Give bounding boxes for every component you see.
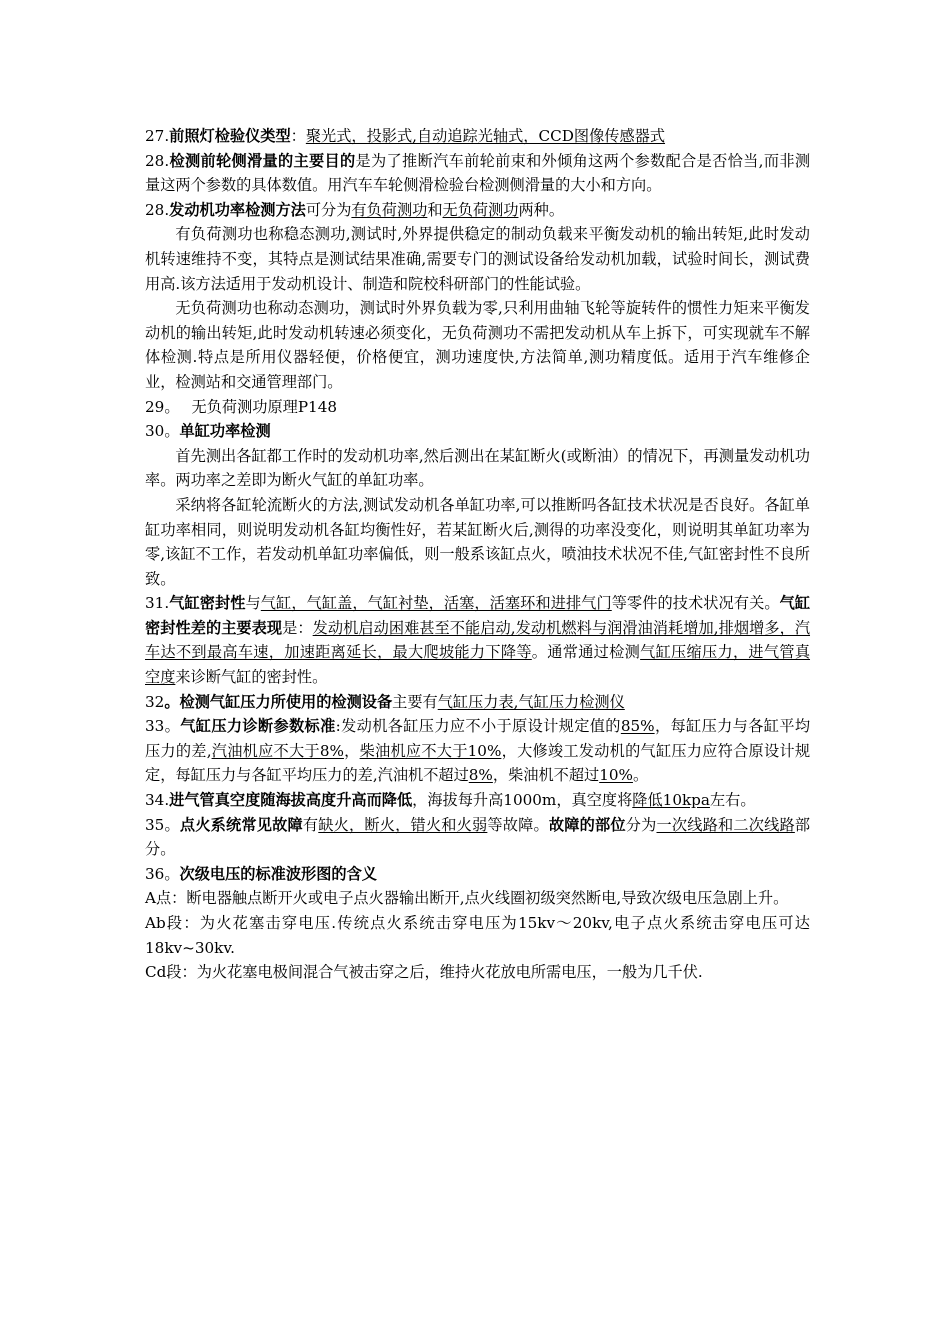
item-number: 29。 [145, 397, 180, 416]
text: 等零件的技术状况有关。 [611, 594, 780, 613]
item-title: 。检测气缸压力所使用的检测设备 [164, 692, 393, 711]
text: :发动机各缸压力应不小于原设计规定值的 [335, 717, 621, 736]
text: 来诊断气缸的密封性。 [175, 668, 328, 687]
text: ，柴油机不超过 [492, 766, 600, 785]
item-30 [145, 419, 810, 444]
text: 等故障。 [487, 815, 549, 834]
underlined-text: 85% [620, 717, 655, 736]
underlined-text: 气缸压力表,气缸压力检测仪 [437, 692, 625, 711]
text: 主要有 [392, 692, 438, 711]
underlined-text: 降低10kpa [632, 791, 710, 810]
underlined-text: 8% [468, 766, 493, 785]
text: 与 [245, 594, 261, 613]
text: 分为 [625, 815, 657, 834]
item-body: 无负荷测功原理P148 [191, 397, 338, 416]
underlined-text: 有负荷测功 [351, 200, 428, 219]
item-number: 28. [145, 151, 170, 170]
underlined-text: 柴油机应不大于10% [359, 741, 502, 760]
underlined-text: 缺火，断火，错火和火弱 [318, 815, 488, 834]
item-number: 36。 [145, 864, 180, 883]
underlined-text: 无负荷测功 [442, 200, 519, 219]
item-34 [145, 788, 810, 813]
text: ， [343, 741, 360, 760]
item-title: 气缸密封性 [169, 594, 246, 613]
item-number: 27. [145, 127, 170, 145]
item-title: 气缸密封性差的主要表现 [145, 594, 811, 637]
underlined-text: 汽油机应不大于8% [211, 741, 344, 760]
paragraph-single-cylinder-2: 采纳将各缸轮流断火的方法,测试发动机各单缸功率,可以推断吗各缸技术状况是否良好。各缸单缸功率相同，则说明发动机各缸均衡性好，若某缸断火后,测得的功率没变化，则说明其单缸功率为零,该缸不工作，若发动机单缸功率偏低，则一般系该缸点火，喷油技术状况不佳,气缸密封性不良所致。 [145, 495, 810, 588]
item-32 [145, 690, 810, 715]
underlined-text: 发动机启动困难甚至不能启动,发动机燃料与润滑油消耗增加,排烟增多，汽车达不到最高车速，加速距离延长，最大爬坡能力下降等 [145, 618, 811, 662]
paragraph-load-test: 有负荷测功也称稳态测功,测试时,外界提供稳定的制动负载来平衡发动机的输出转矩,此时发动机转速维持不变，其特点是测试结果准确,需要专门的测试设备给发动机加载，试验时间长，测试费用高.该方法适用于发动机设计、制造和院校科研部门的性能试验。 [145, 225, 810, 293]
item-number: 34. [145, 791, 170, 810]
item-29 [145, 395, 810, 420]
item-title: 单缸功率检测 [179, 422, 271, 441]
item-body: 是为了推断汽车前轮前束和外倾角这两个参数配合是否恰当,而非测量这两个参数的具体数值。用汽车车轮侧滑检验台检测侧滑量的大小和方向。 [145, 151, 811, 195]
text: 和 [427, 200, 443, 219]
item-28-power-test [145, 198, 810, 223]
text: 有 [302, 815, 319, 834]
text: 。 [632, 766, 649, 785]
text: 部分。 [145, 815, 811, 859]
item-title: 故障的部位 [548, 815, 626, 834]
paragraph-segment-ab: Ab段：为火花塞击穿电压.传统点火系统击穿电压为15kv～20kv,电子点火系统击穿电压可达18kv~30kv. [145, 914, 810, 957]
item-number: 28. [145, 200, 170, 219]
text: 左右。 [709, 791, 756, 810]
item-number: 33。 [145, 717, 181, 736]
item-28-side-slip [145, 149, 810, 198]
item-title: 发动机功率检测方法 [169, 200, 306, 219]
item-number: 35。 [145, 815, 180, 834]
item-number: 32 [145, 692, 165, 711]
item-number: 30。 [145, 422, 180, 441]
paragraph-single-cylinder-1: 首先测出各缸都工作时的发动机功率,然后测出在某缸断火(或断油）的情况下，再测量发动机功率。两功率之差即为断火气缸的单缸功率。 [145, 446, 810, 490]
item-title: 次级电压的标准波形图的含义 [179, 864, 377, 883]
item-title: 进气管真空度随海拔高度升高而降低 [169, 791, 413, 810]
item-title: 气缸压力诊断参数标准 [180, 717, 336, 736]
item-36 [145, 862, 810, 887]
item-title: 前照灯检验仪类型 [169, 127, 291, 145]
underlined-text: 10% [599, 766, 633, 785]
item-number: 31. [145, 594, 170, 613]
paragraph-no-load-test: 无负荷测功也称动态测功，测试时外界负载为零,只利用曲轴飞轮等旋转件的惯性力矩来平衡发动机的输出转矩,此时发动机转速必须变化，无负荷测功不需把发动机从车上拆下，可实现就车不解体检测.特点是所用仪器轻便，价格便宜，测功速度快,方法简单,测功精度低。适用于汽车维修企业，检测站和交通管理部门。 [145, 299, 810, 391]
text: 两种。 [518, 200, 565, 219]
item-33 [145, 714, 810, 788]
separator: ： [290, 127, 306, 145]
underlined-text: 气缸压缩压力，进气管真空度 [145, 643, 811, 687]
item-35 [145, 813, 810, 862]
document-page [145, 124, 810, 985]
item-title: 点火系统常见故障 [179, 815, 303, 834]
paragraph-point-a: A点：断电器触点断开火或电子点火器输出断开,点火线圈初级突然断电,导致次级电压急剧上升。 [145, 889, 789, 908]
item-27 [145, 124, 810, 149]
underlined-text: 聚光式，投影式,自动追踪光轴式，CCD图像传感器式 [305, 127, 666, 145]
text: 是： [282, 618, 313, 637]
text: 。通常通过检测 [531, 643, 641, 662]
text: ，海拔每升高1000m，真空度将 [412, 791, 633, 810]
underlined-text: 气缸，气缸盖，气缸衬垫，活塞，活塞环和进排气门 [260, 594, 612, 613]
item-31 [145, 591, 810, 689]
text: ，每缸压力与各缸平均压力的差, [145, 717, 811, 760]
paragraph-segment-cd: Cd段：为火花塞电极间混合气被击穿之后，维持火花放电所需电压，一般为几千伏. [145, 963, 703, 982]
text: ，大修竣工发动机的气缸压力应符合原设计规定，每缸压力与各缸平均压力的差,汽油机不超过 [145, 741, 811, 785]
underlined-text: 一次线路和二次线路 [656, 815, 795, 834]
item-title: 检测前轮侧滑量的主要目的 [169, 151, 356, 170]
text: 可分为 [305, 200, 352, 219]
